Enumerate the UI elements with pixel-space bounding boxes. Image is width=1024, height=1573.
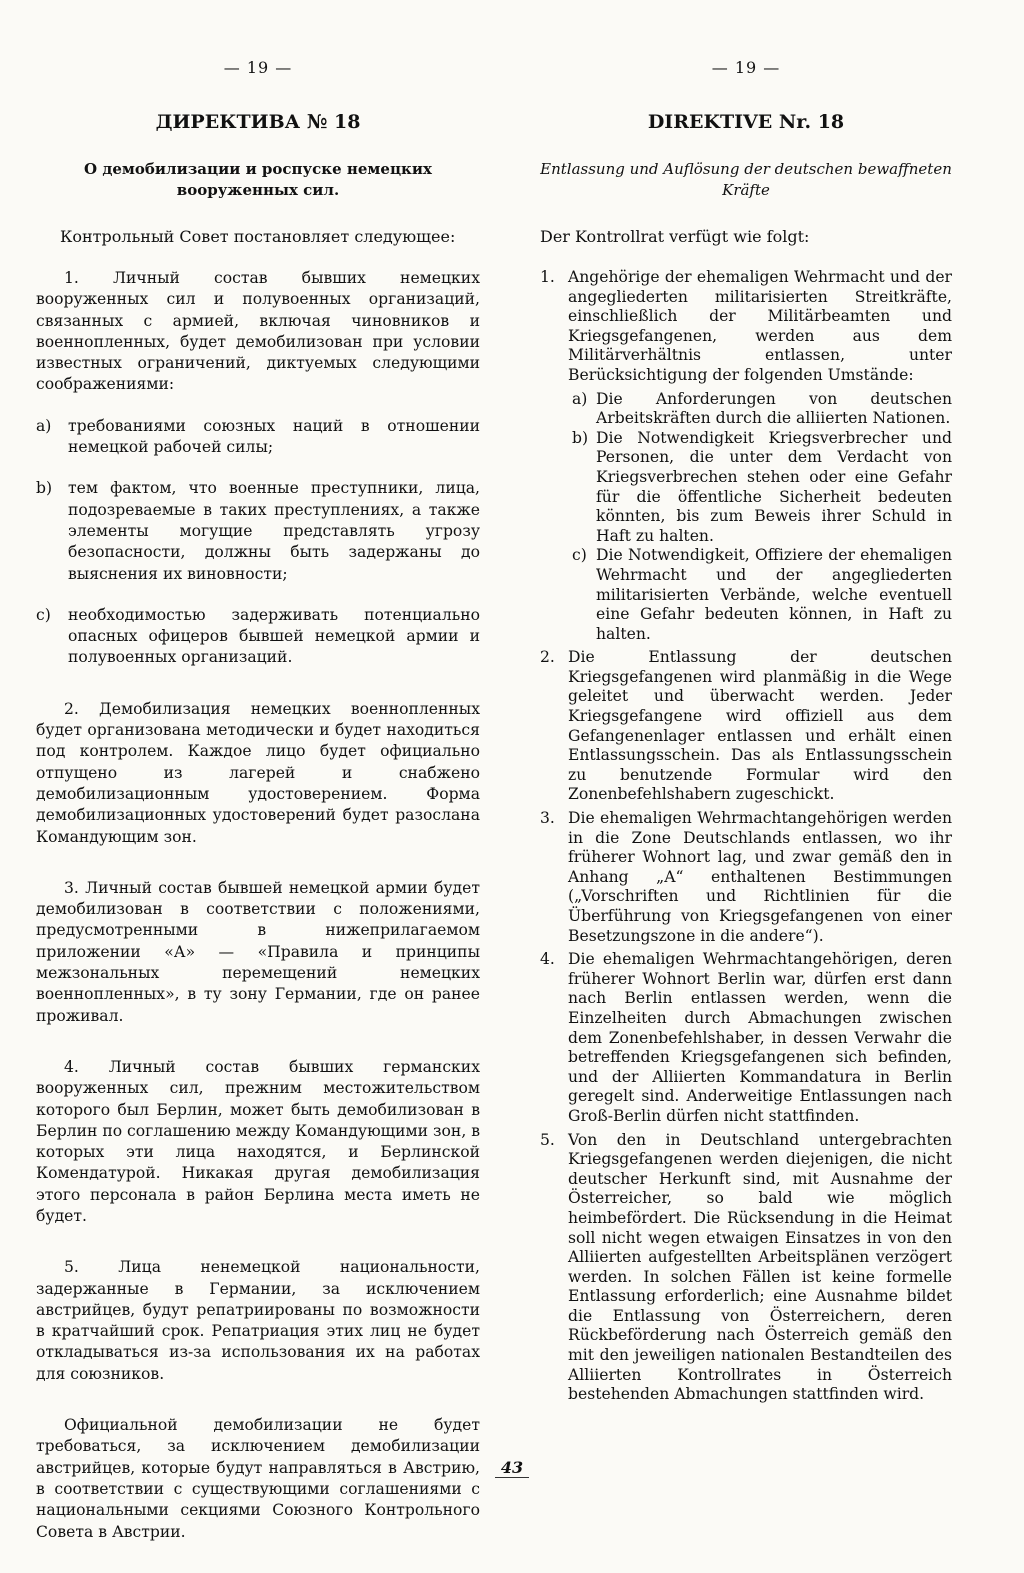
intro-ru: Контрольный Совет постановляет следующее: xyxy=(60,227,456,246)
item-text: Die ehemaligen Wehrmachtangehörigen werden in die Zone Deutschlands entlassen, wo ihr früherer Wohnort lag, und zwar gemäß den in Anhang „A“ enthaltenen Bestimmungen („Vorschriften und Richtlinien für die Überführung von Kriegsgefangenen von einer Besetzungszone in die andere“). xyxy=(568,809,952,945)
paragraph-text: 5. Лица ненемецкой национальности, задержанные в Германии, за исключением австрийцев, будут репатриированы по возможности в кратчайший срок. Репатриация этих лиц не будет откладываться из-за использования их на работах для союзников. xyxy=(36,1258,480,1383)
paragraph-1-ru xyxy=(36,268,480,669)
paragraph-4-ru xyxy=(36,1057,480,1227)
list-item xyxy=(540,1131,952,1405)
numbered-list-de xyxy=(540,268,952,1405)
item-label: b) xyxy=(572,428,589,447)
directive-title-ru: ДИРЕКТИВА № 18 xyxy=(155,111,361,133)
item-text: Von den in Deutschland untergebrachten Kriegsgefangenen werden diejenigen, die nicht deutscher Herkunft sind, mit Ausnahme der Österreicher, so bald wie möglich heimbefördert. Die Rücksendung in die Heimat soll nicht wegen etwaigen Einsatzes in von den Alliierten aufgestellten Arbeitsplänen verzögert werden. In solchen Fällen ist keine formelle Entlassung erforderlich; eine Ausnahme bildet die Entlassung von Österreichern, deren Rückbeförderung nach Österreich gemäß den mit den jeweiligen nationalen Bestandteilen des Alliierten Kontrollrates in Österreich bestehenden Abmachungen stattfinden wird. xyxy=(568,1130,952,1404)
list-item xyxy=(540,950,952,1126)
list-item xyxy=(36,478,480,584)
item-text: тем фактом, что военные преступники, лица, подозреваемые в таких преступлениях, а также элементы могущие представлять угрозу безопасности, должны быть задержаны до выяснения их виновности; xyxy=(68,479,480,583)
item-label: c) xyxy=(572,546,587,565)
directive-subtitle-ru: О демобилизации и роспуске немецких вооруженных сил. xyxy=(84,160,432,199)
list-item xyxy=(36,605,480,669)
page-number-de: — 19 — xyxy=(711,58,781,77)
paragraph-6-ru xyxy=(36,1415,480,1543)
item-label: b) xyxy=(36,479,53,498)
page-number-ru: — 19 — xyxy=(223,58,293,77)
intro-de: Der Kontrollrat verfügt wie folgt: xyxy=(540,227,810,246)
item-text: Die Entlassung der deutschen Kriegsgefangenen wird planmäßig in die Wege geleitet und überwacht werden. Jeder Kriegsgefangene wird offiziell aus dem Gefangenenlager entlassen und erhält einen Entlassungsschein. Das als Entlassungsschein zu benutzende Formular wird den Zonenbefehlshabern zugeschickt. xyxy=(568,648,952,804)
directive-subtitle-de: Entlassung und Auflösung der deutschen bewaffneten Kräfte xyxy=(540,160,952,199)
list-item xyxy=(540,268,952,644)
paragraph-text: 4. Личный состав бывших германских вооруженных сил, прежним местожительством которого был Берлин, может быть демобилизован в Берлин по соглашению между Командующими зон, в которых эти лица находятся, и Берлинской Комендатурой. Никакая другая демобилизация этого персонала в район Берлина места иметь не будет. xyxy=(36,1057,481,1225)
item-text: Angehörige der ehemaligen Wehrmacht und der angegliederten militarisierten Streitkräfte, einschließlich der Militärbeamten und Kriegsgefangenen, werden aus dem Militärverhältnis entlassen, unter Berücksichtigung der folgenden Umstände: xyxy=(568,268,952,384)
item-number: 1. xyxy=(540,268,555,286)
paragraph-text: Официальной демобилизации не будет требоваться, за исключением демобилизации австрийцев, которые будут направляться в Австрию, в соответствии с существующими соглашениями с национальными секциями Союзного Контрольного Совета в Австрии. xyxy=(36,1416,480,1541)
directive-title-de: DIREKTIVE Nr. 18 xyxy=(647,111,845,133)
item-label: a) xyxy=(36,416,52,435)
item-number: 3. xyxy=(540,809,555,828)
paragraph-2-ru xyxy=(36,699,480,848)
list-item xyxy=(568,390,952,429)
item-text: Die Anforderungen von deutschen Arbeitskräften durch die alliierten Nationen. xyxy=(596,389,952,428)
paragraph-text: 1. Личный состав бывших немецких вооруженных сил и полувоенных организаций, связанных с армией, включая чиновников и военнопленных, будет демобилизован при условии известных ограничений, диктуемых следующими соображениями: xyxy=(36,269,480,394)
paragraph-3-ru xyxy=(36,878,480,1027)
list-item xyxy=(540,809,952,946)
paragraph-5-ru xyxy=(36,1257,480,1385)
list-item xyxy=(36,416,480,459)
footer-page-number-text: 43 xyxy=(495,1458,529,1478)
item-text: требованиями союзных наций в отношении немецкой рабочей силы; xyxy=(68,416,480,457)
russian-column xyxy=(36,58,480,1573)
item-number: 4. xyxy=(540,950,555,969)
sub-list-ru xyxy=(36,416,480,669)
paragraph-text: 3. Личный состав бывшей немецкой армии будет демобилизован в соответствии с положениями, предусмотренными в нижеприлагаемом приложении «А» — «Правила и принципы межзональных перемещений немецких военнопленных», в ту зону Германии, где он ранее проживал. xyxy=(36,878,480,1025)
item-number: 5. xyxy=(540,1130,555,1149)
item-label: c) xyxy=(36,605,51,624)
item-text: необходимостью задерживать потенциально опасных офицеров бывшей немецкой армии и полувоенных организаций. xyxy=(68,605,480,667)
sub-list-de xyxy=(568,390,952,645)
paragraph-text: 2. Демобилизация немецких военнопленных будет организована методически и будет находиться под контролем. Каждое лицо будет официально отпущено из лагерей и снабжено демобилизационным удостоверением. Форма демобилизационных удостоверений будет разослана Командующим зон. xyxy=(36,699,480,846)
list-item xyxy=(568,429,952,547)
item-text: Die Notwendigkeit, Offiziere der ehemaligen Wehrmacht und der angegliederten militarisierten Verbände, welche eventuell eine Gefahr bedeuten können, in Haft zu halten. xyxy=(596,546,952,643)
footer-page-number xyxy=(0,1458,1024,1477)
list-item xyxy=(568,546,952,644)
item-text: Die ehemaligen Wehrmachtangehörigen, deren früherer Wohnort Berlin war, dürfen erst dann nach Berlin entlassen werden, wenn die Einzelheiten durch Abmachungen zwischen dem Zonenbefehlshaber, in dessen Verwahr die betreffenden Kriegsgefangenen sich befinden, und der Alliierten Kommandatura in Berlin geregelt sind. Anderweitige Entlassungen nach Groß-Berlin dürfen nicht stattfinden. xyxy=(568,950,952,1125)
list-item xyxy=(540,648,952,805)
german-column xyxy=(540,58,952,1409)
item-number: 2. xyxy=(540,648,555,667)
item-label: a) xyxy=(572,389,588,408)
item-text: Die Notwendigkeit Kriegsverbrecher und Personen, die unter dem Verdacht von Kriegsverbrechen stehen oder eine Gefahr für die öffentliche Sicherheit bedeuten könnten, bis zum Beweis ihrer Schuld in Haft zu halten. xyxy=(596,428,952,545)
